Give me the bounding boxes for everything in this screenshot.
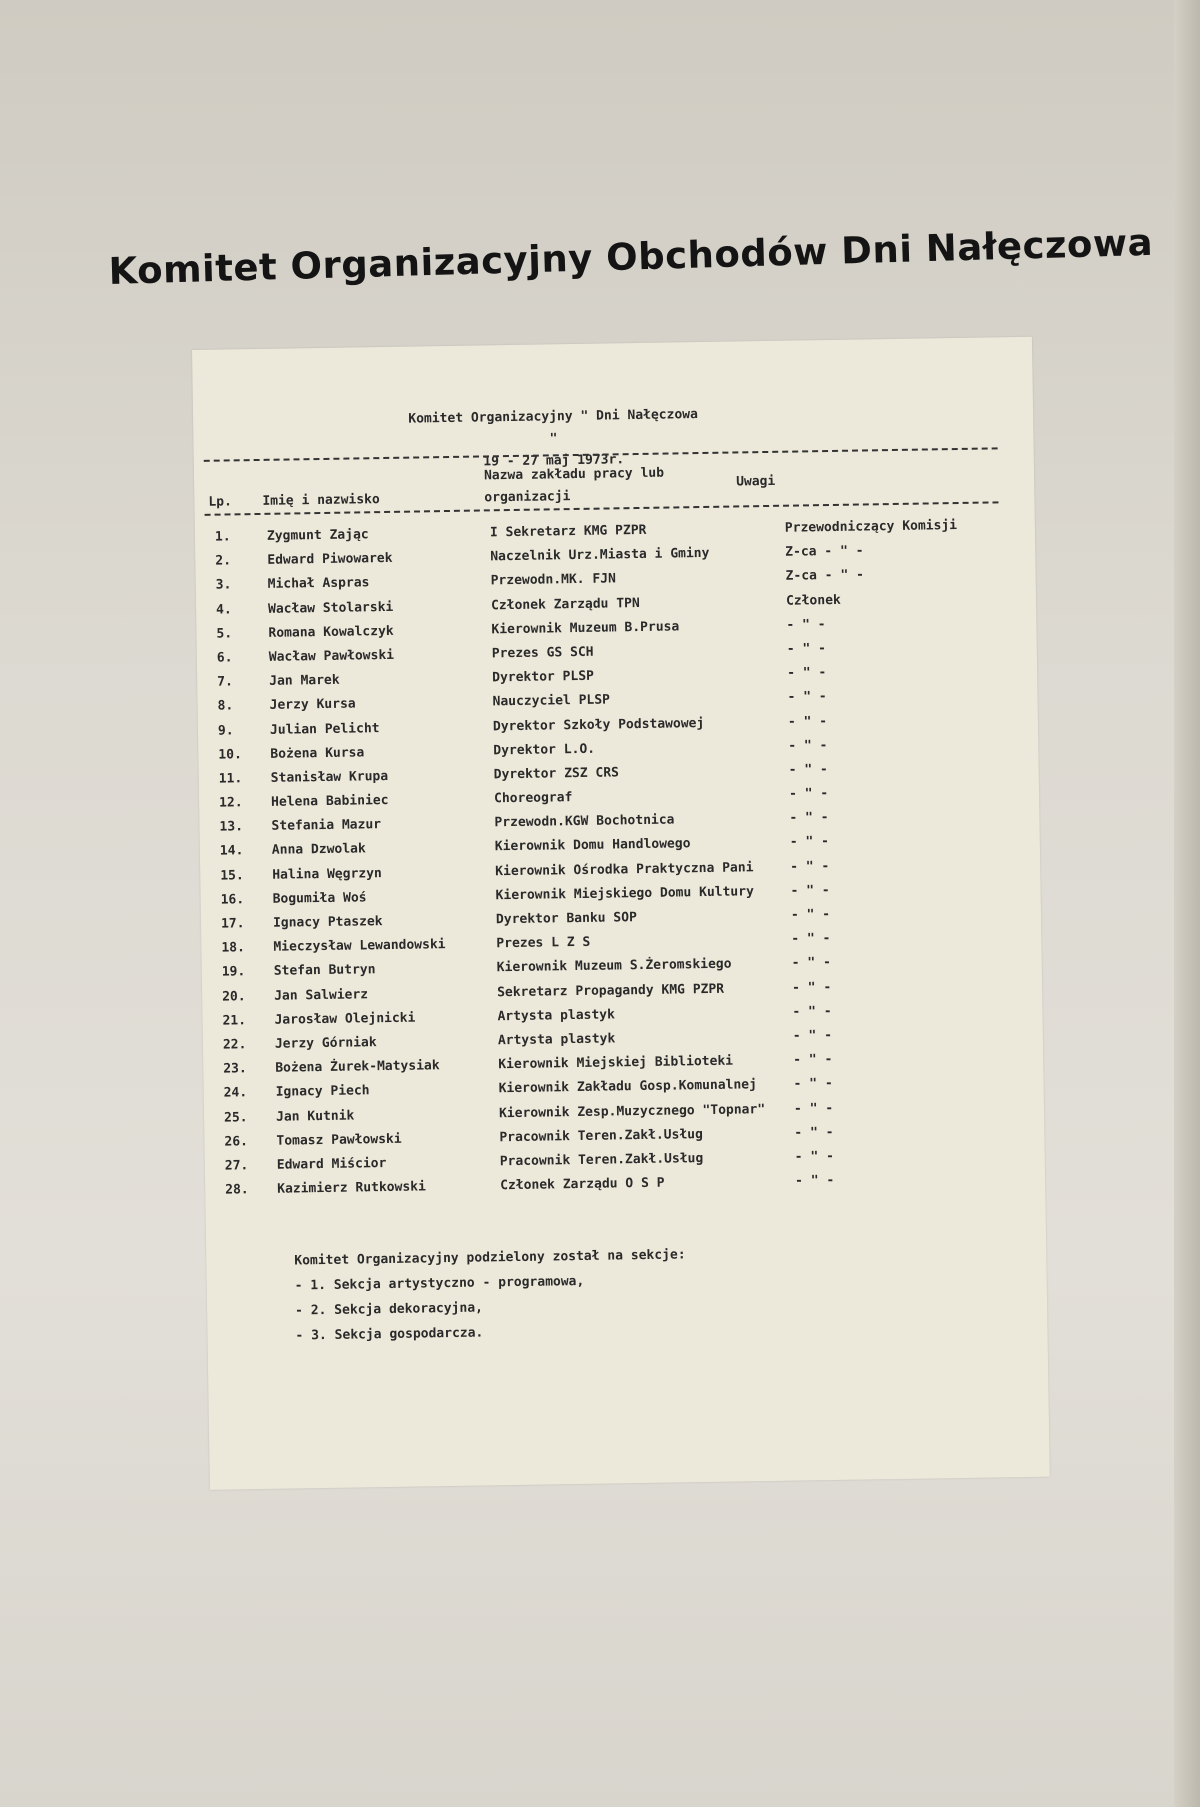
- members-table: [195, 517, 1046, 1207]
- member-note: - " -: [789, 834, 830, 851]
- row-number: 8.: [217, 698, 234, 714]
- row-number: 2.: [215, 553, 232, 569]
- document-dates: 19 - 27 maj 1973r.: [483, 452, 625, 470]
- typed-document: [192, 337, 1050, 1490]
- section-item: - 3. Sekcja gospodarcza.: [295, 1325, 484, 1344]
- document-title: Komitet Organizacyjny " Dni Nałęczowa ": [408, 407, 698, 447]
- member-organization: Kierownik Miejskiego Domu Kultury: [495, 884, 754, 904]
- banner-title: Komitet Organizacyjny Obchodów Dni Nałęczowa: [108, 220, 1154, 293]
- row-number: 14.: [219, 843, 244, 860]
- column-header-org: [484, 463, 665, 510]
- member-organization: Pracownik Teren.Zakł.Usług: [499, 1150, 704, 1170]
- member-name: Helena Babiniec: [270, 793, 389, 810]
- member-name: Stanisław Krupa: [270, 768, 389, 786]
- row-number: 23.: [223, 1061, 247, 1077]
- member-note: - " -: [787, 689, 827, 706]
- row-number: 17.: [220, 916, 245, 932]
- member-note: Przewodniczący Komisji: [784, 518, 958, 536]
- member-name: Bożena Żurek-Matysiak: [275, 1058, 440, 1076]
- member-organization: Dyrektor Banku SOP: [495, 910, 637, 928]
- member-note: - " -: [790, 907, 831, 923]
- member-note: - " -: [791, 979, 832, 996]
- member-name: Zygmunt Zając: [266, 527, 369, 544]
- member-note: - " -: [789, 810, 829, 826]
- member-organization: Przewodn.KGW Bochotnica: [494, 812, 675, 831]
- member-note: - " -: [792, 1003, 832, 1020]
- member-organization: Prezes L Z S: [496, 935, 591, 952]
- member-name: Wacław Stolarski: [267, 599, 394, 617]
- member-organization: Kierownik Zakładu Gosp.Komunalnej: [498, 1077, 758, 1097]
- member-name: Ignacy Piech: [275, 1083, 370, 1101]
- row-number: 22.: [222, 1037, 247, 1053]
- member-name: Tomasz Pawłowski: [276, 1131, 402, 1149]
- member-name: Stefania Mazur: [271, 817, 382, 835]
- row-number: 10.: [218, 746, 242, 763]
- member-note: - " -: [793, 1076, 833, 1092]
- sections-intro: Komitet Organizacyjny podzielony został na sekcje:: [294, 1247, 686, 1269]
- member-name: Kazimierz Rutkowski: [277, 1179, 427, 1197]
- row-number: 25.: [223, 1109, 248, 1126]
- column-header-name: Imię i nazwisko: [262, 492, 380, 509]
- row-number: 6.: [216, 650, 233, 666]
- row-number: 24.: [223, 1085, 248, 1101]
- section-item: - 1. Sekcja artystyczno - programowa,: [294, 1273, 585, 1294]
- column-header-org-line2: organizacji: [484, 489, 571, 506]
- member-organization: Dyrektor PLSP: [492, 668, 595, 686]
- member-organization: Dyrektor L.O.: [493, 741, 596, 759]
- row-number: 27.: [224, 1158, 249, 1174]
- member-organization: Kierownik Muzeum B.Prusa: [491, 619, 680, 638]
- member-name: Jan Salwierz: [274, 986, 369, 1004]
- row-number: 16.: [220, 892, 245, 908]
- member-organization: Dyrektor ZSZ CRS: [493, 765, 620, 783]
- member-organization: Członek Zarządu O S P: [500, 1175, 665, 1194]
- row-number: 20.: [222, 988, 246, 1005]
- member-note: - " -: [793, 1100, 834, 1117]
- member-organization: Naczelnik Urz.Miasta i Gminy: [490, 546, 710, 565]
- column-header-notes: Uwagi: [736, 473, 776, 490]
- member-organization: Kierownik Domu Handlowego: [494, 836, 691, 855]
- member-name: Wacław Pawłowski: [268, 647, 395, 665]
- row-number: 3.: [215, 577, 232, 594]
- member-organization: Kierownik Muzeum S.Żeromskiego: [496, 956, 732, 976]
- row-number: 4.: [215, 601, 232, 618]
- member-note: - " -: [786, 641, 827, 657]
- member-note: - " -: [791, 955, 831, 972]
- member-organization: Pracownik Teren.Zakł.Usług: [499, 1126, 703, 1145]
- member-name: Romana Kowalczyk: [268, 623, 394, 641]
- row-number: 15.: [220, 867, 244, 884]
- member-organization: Artysta plastyk: [497, 1007, 616, 1025]
- member-organization: Prezes GS SCH: [491, 644, 594, 662]
- row-number: 18.: [221, 940, 246, 956]
- section-item: - 2. Sekcja dekoracyjna,: [294, 1300, 484, 1319]
- member-name: Michał Aspras: [267, 575, 370, 593]
- member-note: - " -: [795, 1173, 835, 1189]
- member-note: - " -: [788, 786, 829, 802]
- member-organization: Artysta plastyk: [497, 1031, 616, 1049]
- member-organization: Dyrektor Szkoły Podstawowej: [492, 715, 705, 734]
- member-organization: Kierownik Zesp.Muzycznego "Topnar": [498, 1101, 766, 1121]
- member-organization: Choreograf: [493, 790, 573, 807]
- row-number: 12.: [219, 795, 243, 811]
- member-name: Ignacy Ptaszek: [272, 914, 383, 931]
- column-header-org-line1: Nazwa zakładu pracy lub: [483, 465, 665, 484]
- row-number: 13.: [219, 819, 244, 835]
- member-note: - " -: [786, 616, 826, 633]
- member-note: - " -: [791, 931, 831, 947]
- row-number: 1.: [214, 529, 231, 545]
- member-note: - " -: [790, 858, 830, 875]
- member-note: - " -: [792, 1027, 833, 1044]
- member-note: - " -: [794, 1124, 834, 1141]
- member-name: Anna Dzwolak: [271, 841, 366, 859]
- member-name: Stefan Butryn: [273, 962, 376, 980]
- row-number: 19.: [221, 964, 246, 980]
- member-name: Jan Kutnik: [275, 1108, 355, 1125]
- row-number: 11.: [218, 771, 243, 787]
- member-name: Halina Węgrzyn: [272, 865, 382, 883]
- member-note: - " -: [787, 713, 828, 730]
- member-note: - " -: [787, 665, 827, 681]
- board-edge: [1174, 0, 1200, 1807]
- member-name: Jerzy Kursa: [269, 696, 356, 714]
- row-number: 26.: [224, 1133, 249, 1150]
- member-organization: Członek Zarządu TPN: [490, 595, 640, 613]
- member-name: Bożena Kursa: [270, 745, 365, 762]
- column-header-lp: Lp.: [208, 494, 232, 510]
- row-number: 5.: [216, 626, 233, 642]
- member-name: Mieczysław Lewandowski: [273, 937, 446, 955]
- member-note: Z-ca - " -: [785, 567, 865, 585]
- member-note: Członek: [785, 592, 841, 609]
- member-name: Edward Miścior: [276, 1155, 387, 1173]
- member-organization: Nauczyciel PLSP: [492, 692, 611, 710]
- member-organization: Sekretarz Propagandy KMG PZPR: [497, 981, 725, 1000]
- member-name: Bogumiła Woś: [272, 890, 367, 907]
- member-note: - " -: [793, 1052, 833, 1068]
- member-name: Jan Marek: [269, 672, 340, 689]
- member-organization: Kierownik Ośrodka Praktyczna Pani: [495, 859, 754, 879]
- banner: [108, 220, 1154, 330]
- member-note: - " -: [788, 761, 828, 778]
- member-note: - " -: [790, 882, 830, 899]
- member-note: Z-ca - " -: [785, 543, 864, 560]
- row-number: 21.: [222, 1012, 247, 1029]
- sections-block: [294, 1239, 895, 1348]
- member-name: Jerzy Górniak: [274, 1035, 377, 1052]
- member-organization: Kierownik Miejskiej Biblioteki: [498, 1053, 734, 1073]
- row-number: 28.: [225, 1182, 249, 1198]
- member-name: Julian Pelicht: [269, 720, 380, 738]
- member-note: - " -: [788, 737, 828, 754]
- member-organization: Przewodn.MK. FJN: [490, 571, 617, 589]
- member-name: Jarosław Olejnicki: [274, 1010, 416, 1028]
- member-name: Edward Piwowarek: [267, 551, 393, 569]
- row-number: 9.: [217, 722, 234, 739]
- member-note: - " -: [794, 1148, 835, 1165]
- member-organization: I Sekretarz KMG PZPR: [489, 522, 647, 541]
- row-number: 7.: [217, 674, 233, 690]
